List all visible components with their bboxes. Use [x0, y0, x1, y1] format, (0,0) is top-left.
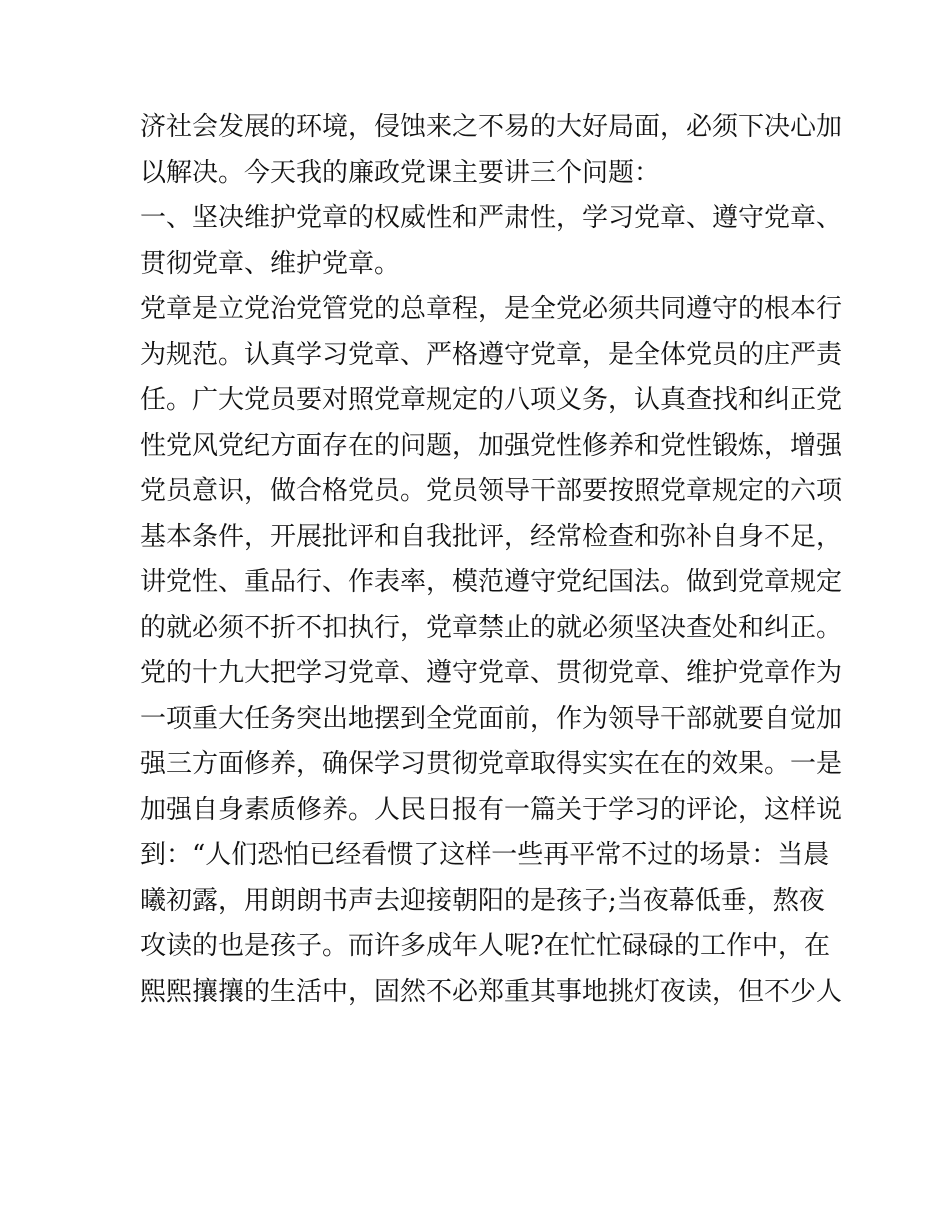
text-line: 党员意识，做合格党员。党员领导干部要按照党章规定的六项 — [140, 476, 843, 506]
text-line: 济社会发展的环境，侵蚀来之不易的大好局面，必须下决心加 — [140, 112, 843, 142]
text-line: 曦初露，用朗朗书声去迎接朝阳的是孩子;当夜幕低垂，熬夜 — [140, 885, 825, 916]
text-line: 讲党性、重品行、作表率，模范遵守党纪国法。做到党章规定 — [140, 567, 843, 597]
text-line: 到：“人们恐怕已经看惯了这样一些再平常不过的场景：当晨 — [140, 840, 830, 870]
body-text — [140, 105, 843, 1015]
section-heading-line: 一、坚决维护党章的权威性和严肃性，学习党章、遵守党章、 — [140, 203, 843, 233]
text-line: 熙熙攘攘的生活中，固然不必郑重其事地挑灯夜读，但不少人 — [140, 976, 843, 1007]
text-line: 的就必须不折不扣执行，党章禁止的就必须坚决查处和纠正。 — [140, 612, 843, 643]
text-line: 任。广大党员要对照党章规定的八项义务，认真查找和纠正党 — [140, 385, 843, 415]
text-line: 党的十九大把学习党章、遵守党章、贯彻党章、维护党章作为 — [140, 658, 843, 688]
text-line: 党章是立党治党管党的总章程，是全党必须共同遵守的根本行 — [140, 294, 843, 324]
text-line: 强三方面修养，确保学习贯彻党章取得实实在在的效果。一是 — [140, 749, 843, 779]
text-line: 一项重大任务突出地摆到全党面前，作为领导干部就要自觉加 — [140, 703, 843, 734]
text-line: 攻读的也是孩子。而许多成年人呢?在忙忙碌碌的工作中，在 — [140, 931, 830, 961]
text-line: 以解决。今天我的廉政党课主要讲三个问题： — [140, 157, 661, 188]
text-line: 性党风党纪方面存在的问题，加强党性修养和党性锻炼，增强 — [140, 430, 843, 461]
text-line: 加强自身素质修养。人民日报有一篇关于学习的评论，这样说 — [140, 794, 843, 825]
section-heading-line: 贯彻党章、维护党章。 — [140, 248, 401, 279]
text-line: 为规范。认真学习党章、严格遵守党章，是全体党员的庄严责 — [140, 339, 843, 370]
text-line: 基本条件，开展批评和自我批评，经常检查和弥补自身不足， — [140, 521, 843, 552]
